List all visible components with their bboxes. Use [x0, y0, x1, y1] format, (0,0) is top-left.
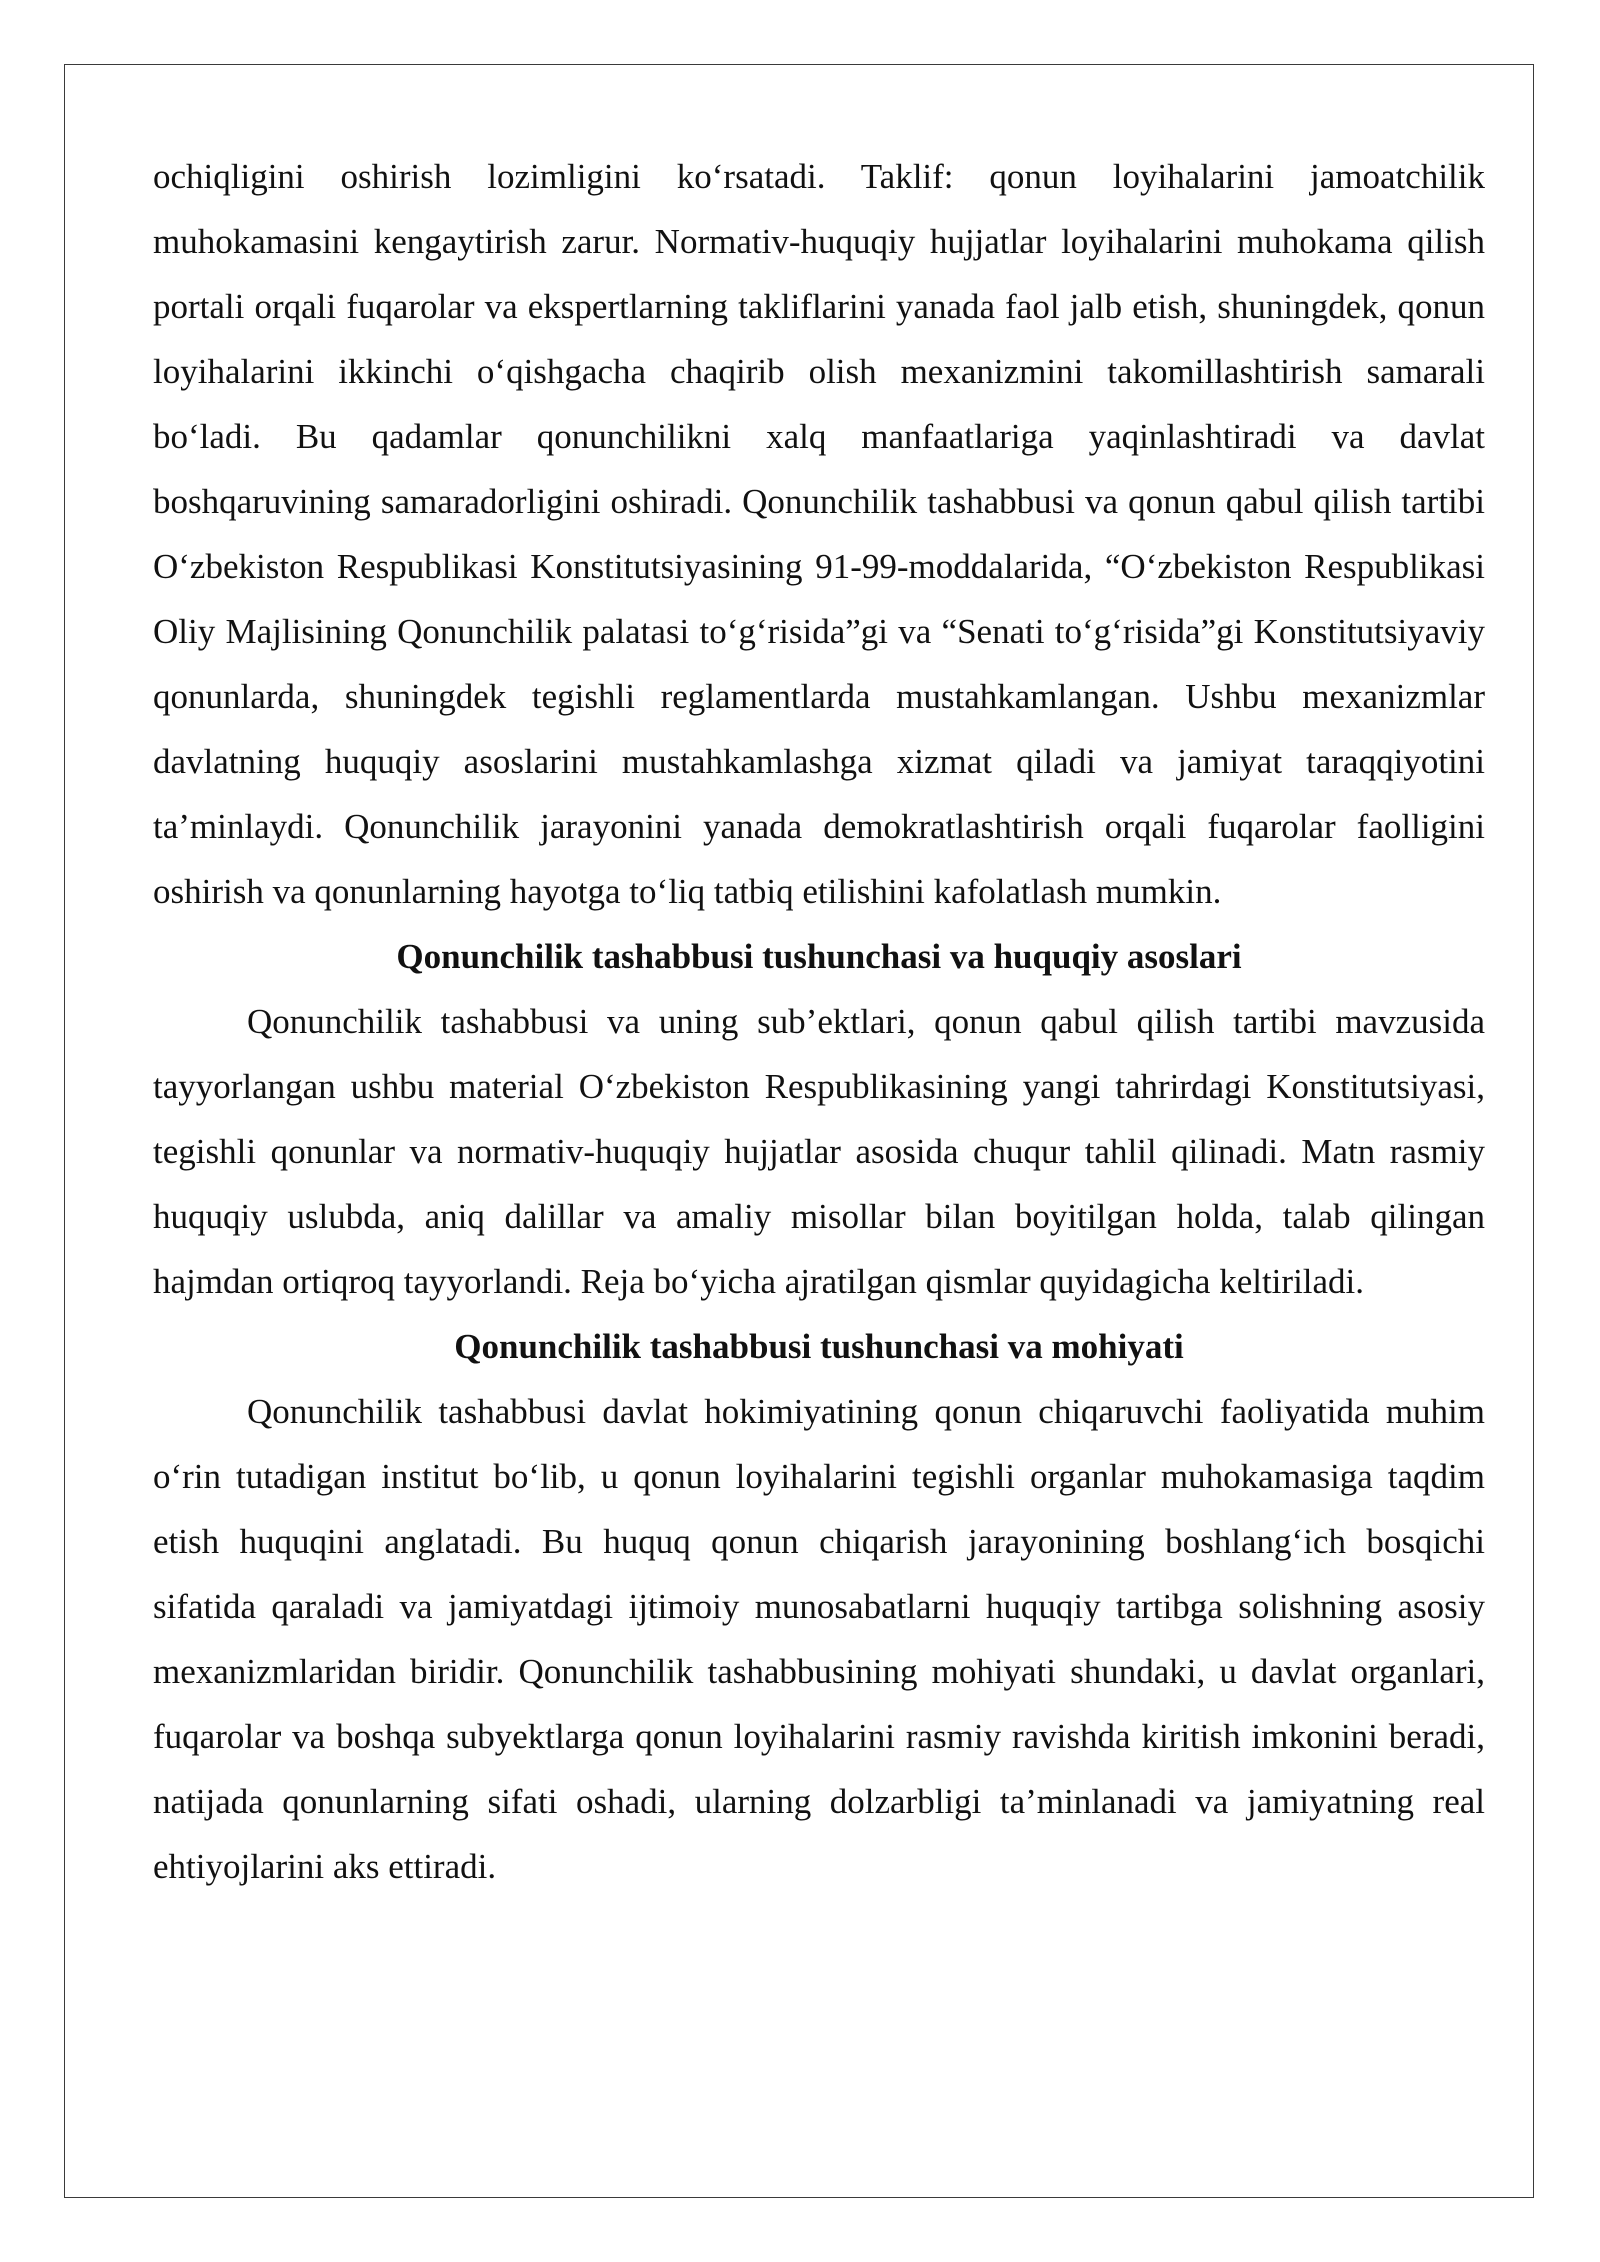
section-heading-essence: Qonunchilik tashabbusi tushunchasi va mohiyati	[454, 1327, 1184, 1366]
document-body	[153, 144, 1485, 1899]
paragraph-essence: Qonunchilik tashabbusi davlat hokimiyatining qonun chiqaruvchi faoliyatida muhim o‘rin tutadigan institut bo‘lib, u qonun loyihalarini tegishli organlar muhokamasiga taqdim etish huquqini anglatadi. Bu huquq qonun chiqarish jarayonining boshlang‘ich bosqichi sifatida qaraladi va jamiyatdagi ijtimoiy munosabatlarni huquqiy tartibga solishning asosiy mexanizmlaridan biridir. Qonunchilik tashabbusining mohiyati shundaki, u davlat organlari, fuqarolar va boshqa subyektlarga qonun loyihalarini rasmiy ravishda kiritish imkonini beradi, natijada qonunlarning sifati oshadi, ularning dolzarbligi ta’minlanadi va jamiyatning real ehtiyojlarini aks ettiradi.	[153, 1392, 1485, 1886]
section-heading-legal-basis: Qonunchilik tashabbusi tushunchasi va huquqiy asoslari	[396, 937, 1242, 976]
paragraph-introduction: Qonunchilik tashabbusi va uning sub’ektlari, qonun qabul qilish tartibi mavzusida tayyorlangan ushbu material O‘zbekiston Respublikasining yangi tahrirdagi Konstitutsiyasi, tegishli qonunlar va normativ-huquqiy hujjatlar asosida chuqur tahlil qilinadi. Matn rasmiy huquqiy uslubda, aniq dalillar va amaliy misollar bilan boyitilgan holda, talab qilingan hajmdan ortiqroq tayyorlandi. Reja bo‘yicha ajratilgan qismlar quyidagicha keltiriladi.	[153, 1002, 1485, 1301]
paragraph-continuation: ochiqligini oshirish lozimligini ko‘rsatadi. Taklif: qonun loyihalarini jamoatchilik muhokamasini kengaytirish zarur. Normativ-huquqiy hujjatlar loyihalarini muhokama qilish portali orqali fuqarolar va ekspertlarning takliflarini yanada faol jalb etish, shuningdek, qonun loyihalarini ikkinchi o‘qishgacha chaqirib olish mexanizmini takomillashtirish samarali bo‘ladi. Bu qadamlar qonunchilikni xalq manfaatlariga yaqinlashtiradi va davlat boshqaruvining samaradorligini oshiradi. Qonunchilik tashabbusi va qonun qabul qilish tartibi O‘zbekiston Respublikasi Konstitutsiyasining 91-99-moddalarida, “O‘zbekiston Respublikasi Oliy Majlisining Qonunchilik palatasi to‘g‘risida”gi va “Senati to‘g‘risida”gi Konstitutsiyaviy qonunlarda, shuningdek tegishli reglamentlarda mustahkamlangan. Ushbu mexanizmlar davlatning huquqiy asoslarini mustahkamlashga xizmat qiladi va jamiyat taraqqiyotini ta’minlaydi. Qonunchilik jarayonini yanada demokratlashtirish orqali fuqarolar faolligini oshirish va qonunlarning hayotga to‘liq tatbiq etilishini kafolatlash mumkin.	[153, 157, 1485, 911]
